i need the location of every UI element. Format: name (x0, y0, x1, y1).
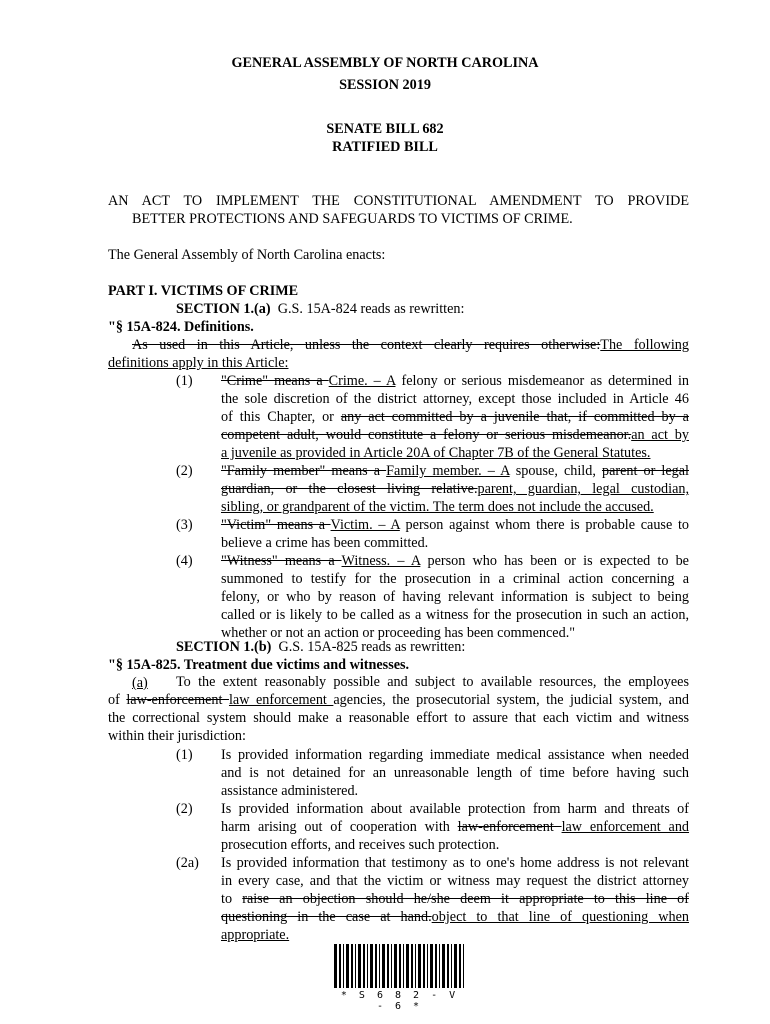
part-heading: PART I. VICTIMS OF CRIME (108, 283, 299, 299)
text-line (221, 462, 689, 480)
act-title-line1: AN ACT TO IMPLEMENT THE CONSTITUTIONAL AMENDMENT TO PROVIDE (108, 193, 689, 209)
inserted-text: parent, guardian, legal custodian, (477, 481, 690, 497)
text-line (221, 552, 689, 570)
barcode-bar (351, 944, 353, 988)
inserted-text: Witness. – A (341, 553, 421, 569)
section-824-heading: "§ 15A-824. Definitions. (108, 319, 254, 335)
intro-inserted-text: The following (600, 337, 689, 353)
text-line (221, 836, 689, 854)
treatment-item-body (221, 854, 689, 944)
text-line (221, 818, 689, 836)
deleted-text: parent or legal (601, 463, 689, 479)
barcode-bar (370, 944, 373, 988)
text-line (221, 606, 689, 624)
barcode-bar (399, 944, 401, 988)
text-run: in every case, and that the victim or witness may request the district attorney (221, 873, 689, 889)
inserted-text: Victim. – A (330, 517, 400, 533)
barcode-bar (418, 944, 421, 988)
definition-body (221, 516, 689, 552)
barcode-bar (339, 944, 341, 988)
text-line (221, 872, 689, 890)
enacting-clause: The General Assembly of North Carolina enacts: (108, 247, 386, 263)
treatment-item-body (221, 800, 689, 854)
text-run: and is not detained for an unreasonable length of time before having such (221, 765, 689, 781)
text-run: person against whom there is probable cause to (399, 517, 689, 533)
text-line (108, 710, 689, 728)
intro-line1 (132, 336, 689, 354)
bill-status: RATIFIED BILL (332, 139, 438, 155)
text-run: called or is likely to be called as a witness for the prosecution in such an action, (221, 607, 689, 623)
section-1a-label: SECTION 1.(a) (176, 301, 271, 317)
text-line (221, 516, 689, 534)
barcode-bar (346, 944, 349, 988)
barcode-bar (435, 944, 437, 988)
text-run: believe a crime has been committed. (221, 535, 429, 551)
definition-body (221, 552, 689, 642)
text-run: the sole discretion of the district attorney, except those included in Article 46 (221, 391, 689, 407)
session-title: SESSION 2019 (339, 77, 431, 93)
deleted-text: raise an objection should he/she deem it appropriate to this line of (242, 891, 689, 907)
definition-number: (4) (176, 553, 193, 569)
barcode-bar (358, 944, 361, 988)
text-line (221, 890, 689, 908)
barcode-bar (367, 944, 368, 988)
barcode-graphic (334, 944, 465, 992)
inserted-text: Crime. – A (328, 373, 396, 389)
barcode-bar (423, 944, 425, 988)
intro-inserted-text-2: definitions apply in this Article: (108, 355, 289, 371)
inserted-text: Family member. – A (386, 463, 510, 479)
text-run: assistance administered. (221, 783, 359, 799)
text-line (221, 498, 689, 516)
text-line (221, 800, 689, 818)
inserted-text: sibling, or grandparent of the victim. The term does not include the accused. (221, 499, 654, 515)
barcode-bar (334, 944, 337, 988)
inserted-text: law enforcement (228, 692, 334, 708)
deleted-text: "Crime" means a (221, 373, 329, 389)
text-run: spouse, child, (509, 463, 602, 479)
text-line (221, 746, 689, 764)
para-a-label: (a) (132, 675, 148, 691)
text-line (108, 692, 689, 710)
barcode-bar (439, 944, 440, 988)
definition-number: (1) (176, 373, 193, 389)
barcode-bar (363, 944, 365, 988)
text-line (221, 534, 689, 552)
text-run: Is provided information about available protection from harm and threats of (221, 801, 689, 817)
text-line (221, 854, 689, 872)
text-run: felony, or who by reason of having relevant information is subject to being (221, 589, 689, 605)
barcode-text: * S 6 8 2 - V - 6 * (340, 990, 459, 1012)
barcode-bar (355, 944, 356, 988)
inserted-text: appropriate. (221, 927, 290, 943)
deleted-text: competent adult, would constitute a felony or serious misdemeanor. (221, 427, 632, 443)
barcode-bar (375, 944, 377, 988)
act-title-line2: BETTER PROTECTIONS AND SAFEGUARDS TO VICTIMS OF CRIME. (132, 211, 573, 227)
text-run: to (221, 891, 243, 907)
inserted-text: law enforcement and (561, 819, 690, 835)
barcode-bar (406, 944, 409, 988)
barcode-bar (447, 944, 449, 988)
barcode-bar (427, 944, 428, 988)
text-line (221, 926, 689, 944)
barcode-bar (451, 944, 452, 988)
definition-number: (2) (176, 463, 193, 479)
barcode-bar (430, 944, 433, 988)
deleted-text: "Family member" means a (221, 463, 387, 479)
text-run: harm arising out of cooperation with (221, 819, 458, 835)
intro-deleted-text: As used in this Article, unless the context clearly requires otherwise: (132, 337, 601, 353)
barcode-bar (411, 944, 413, 988)
inserted-text: a juvenile as provided in Article 20A of Chapter 7B of the General Statutes. (221, 445, 651, 461)
text-line (221, 390, 689, 408)
barcode-bar (403, 944, 404, 988)
deleted-text: law-enforcement (457, 819, 562, 835)
text-line (221, 372, 689, 390)
treatment-item-number: (1) (176, 747, 193, 763)
deleted-text: law-enforcement (126, 692, 229, 708)
intro-line2 (108, 354, 288, 372)
text-line (176, 674, 689, 692)
section-1a (176, 300, 464, 318)
deleted-text: "Victim" means a (221, 517, 331, 533)
text-line (221, 782, 689, 800)
text-run: the correctional system should make a reasonable effort to assure that each victim and witness (108, 710, 689, 726)
barcode-bar (394, 944, 397, 988)
text-line (221, 764, 689, 782)
barcode-bar (442, 944, 445, 988)
text-run: agencies, the prosecutorial system, the judicial system, and (333, 692, 690, 708)
text-run: summoned to testify for the prosecution in a criminal action concerning a (221, 571, 689, 587)
definition-body (221, 462, 689, 516)
deleted-text: questioning in the case at hand. (221, 909, 432, 925)
deleted-text: guardian, or the closest living relative. (221, 481, 478, 497)
text-run: Is provided information regarding immediate medical assistance when needed (221, 747, 689, 763)
text-line (221, 444, 689, 462)
barcode-bar (415, 944, 416, 988)
definition-body (221, 372, 689, 462)
section-825-heading: "§ 15A-825. Treatment due victims and witnesses. (108, 657, 410, 673)
barcode-bar (387, 944, 389, 988)
deleted-text: "Witness" means a (221, 553, 342, 569)
text-line (221, 426, 689, 444)
barcode-bar (454, 944, 457, 988)
text-run: whether or not an action or proceeding has been commenced." (221, 625, 576, 641)
text-run: Is provided information that testimony as to one's home address is not relevant (221, 855, 689, 871)
barcode-bar (382, 944, 385, 988)
barcode-bar (391, 944, 392, 988)
text-line (221, 908, 689, 926)
bill-number: SENATE BILL 682 (326, 121, 444, 137)
text-run: To the extent reasonably possible and subject to available resources, the employees (176, 674, 689, 690)
text-run: of this Chapter, or (221, 409, 341, 425)
inserted-text: an act by (631, 427, 689, 443)
text-line (221, 408, 689, 426)
text-run: person who has been or is expected to be (420, 553, 689, 569)
text-line (108, 728, 689, 746)
treatment-item-number: (2a) (176, 855, 199, 871)
barcode-bar (343, 944, 344, 988)
text-line (221, 588, 689, 606)
barcode-bar (459, 944, 461, 988)
text-run: within their jurisdiction: (108, 728, 246, 744)
text-line (221, 480, 689, 498)
barcode-bar (463, 944, 464, 988)
assembly-title: GENERAL ASSEMBLY OF NORTH CAROLINA (231, 55, 539, 71)
treatment-item-body (221, 746, 689, 800)
definition-number: (3) (176, 517, 193, 533)
barcode-bar (379, 944, 380, 988)
text-run: prosecution efforts, and receives such protection. (221, 837, 500, 853)
section-1b-text: G.S. 15A-825 reads as rewritten: (278, 639, 466, 655)
inserted-text: object to that line of questioning when (431, 909, 689, 925)
text-line (221, 570, 689, 588)
deleted-text: any act committed by a juvenile that, if committed by a (340, 409, 689, 425)
treatment-item-number: (2) (176, 801, 193, 817)
text-run: of (108, 692, 127, 708)
section-1b (176, 638, 465, 656)
section-1b-label: SECTION 1.(b) (176, 639, 272, 655)
text-run: felony or serious misdemeanor as determined in (395, 373, 689, 389)
section-1a-text: G.S. 15A-824 reads as rewritten: (277, 301, 465, 317)
